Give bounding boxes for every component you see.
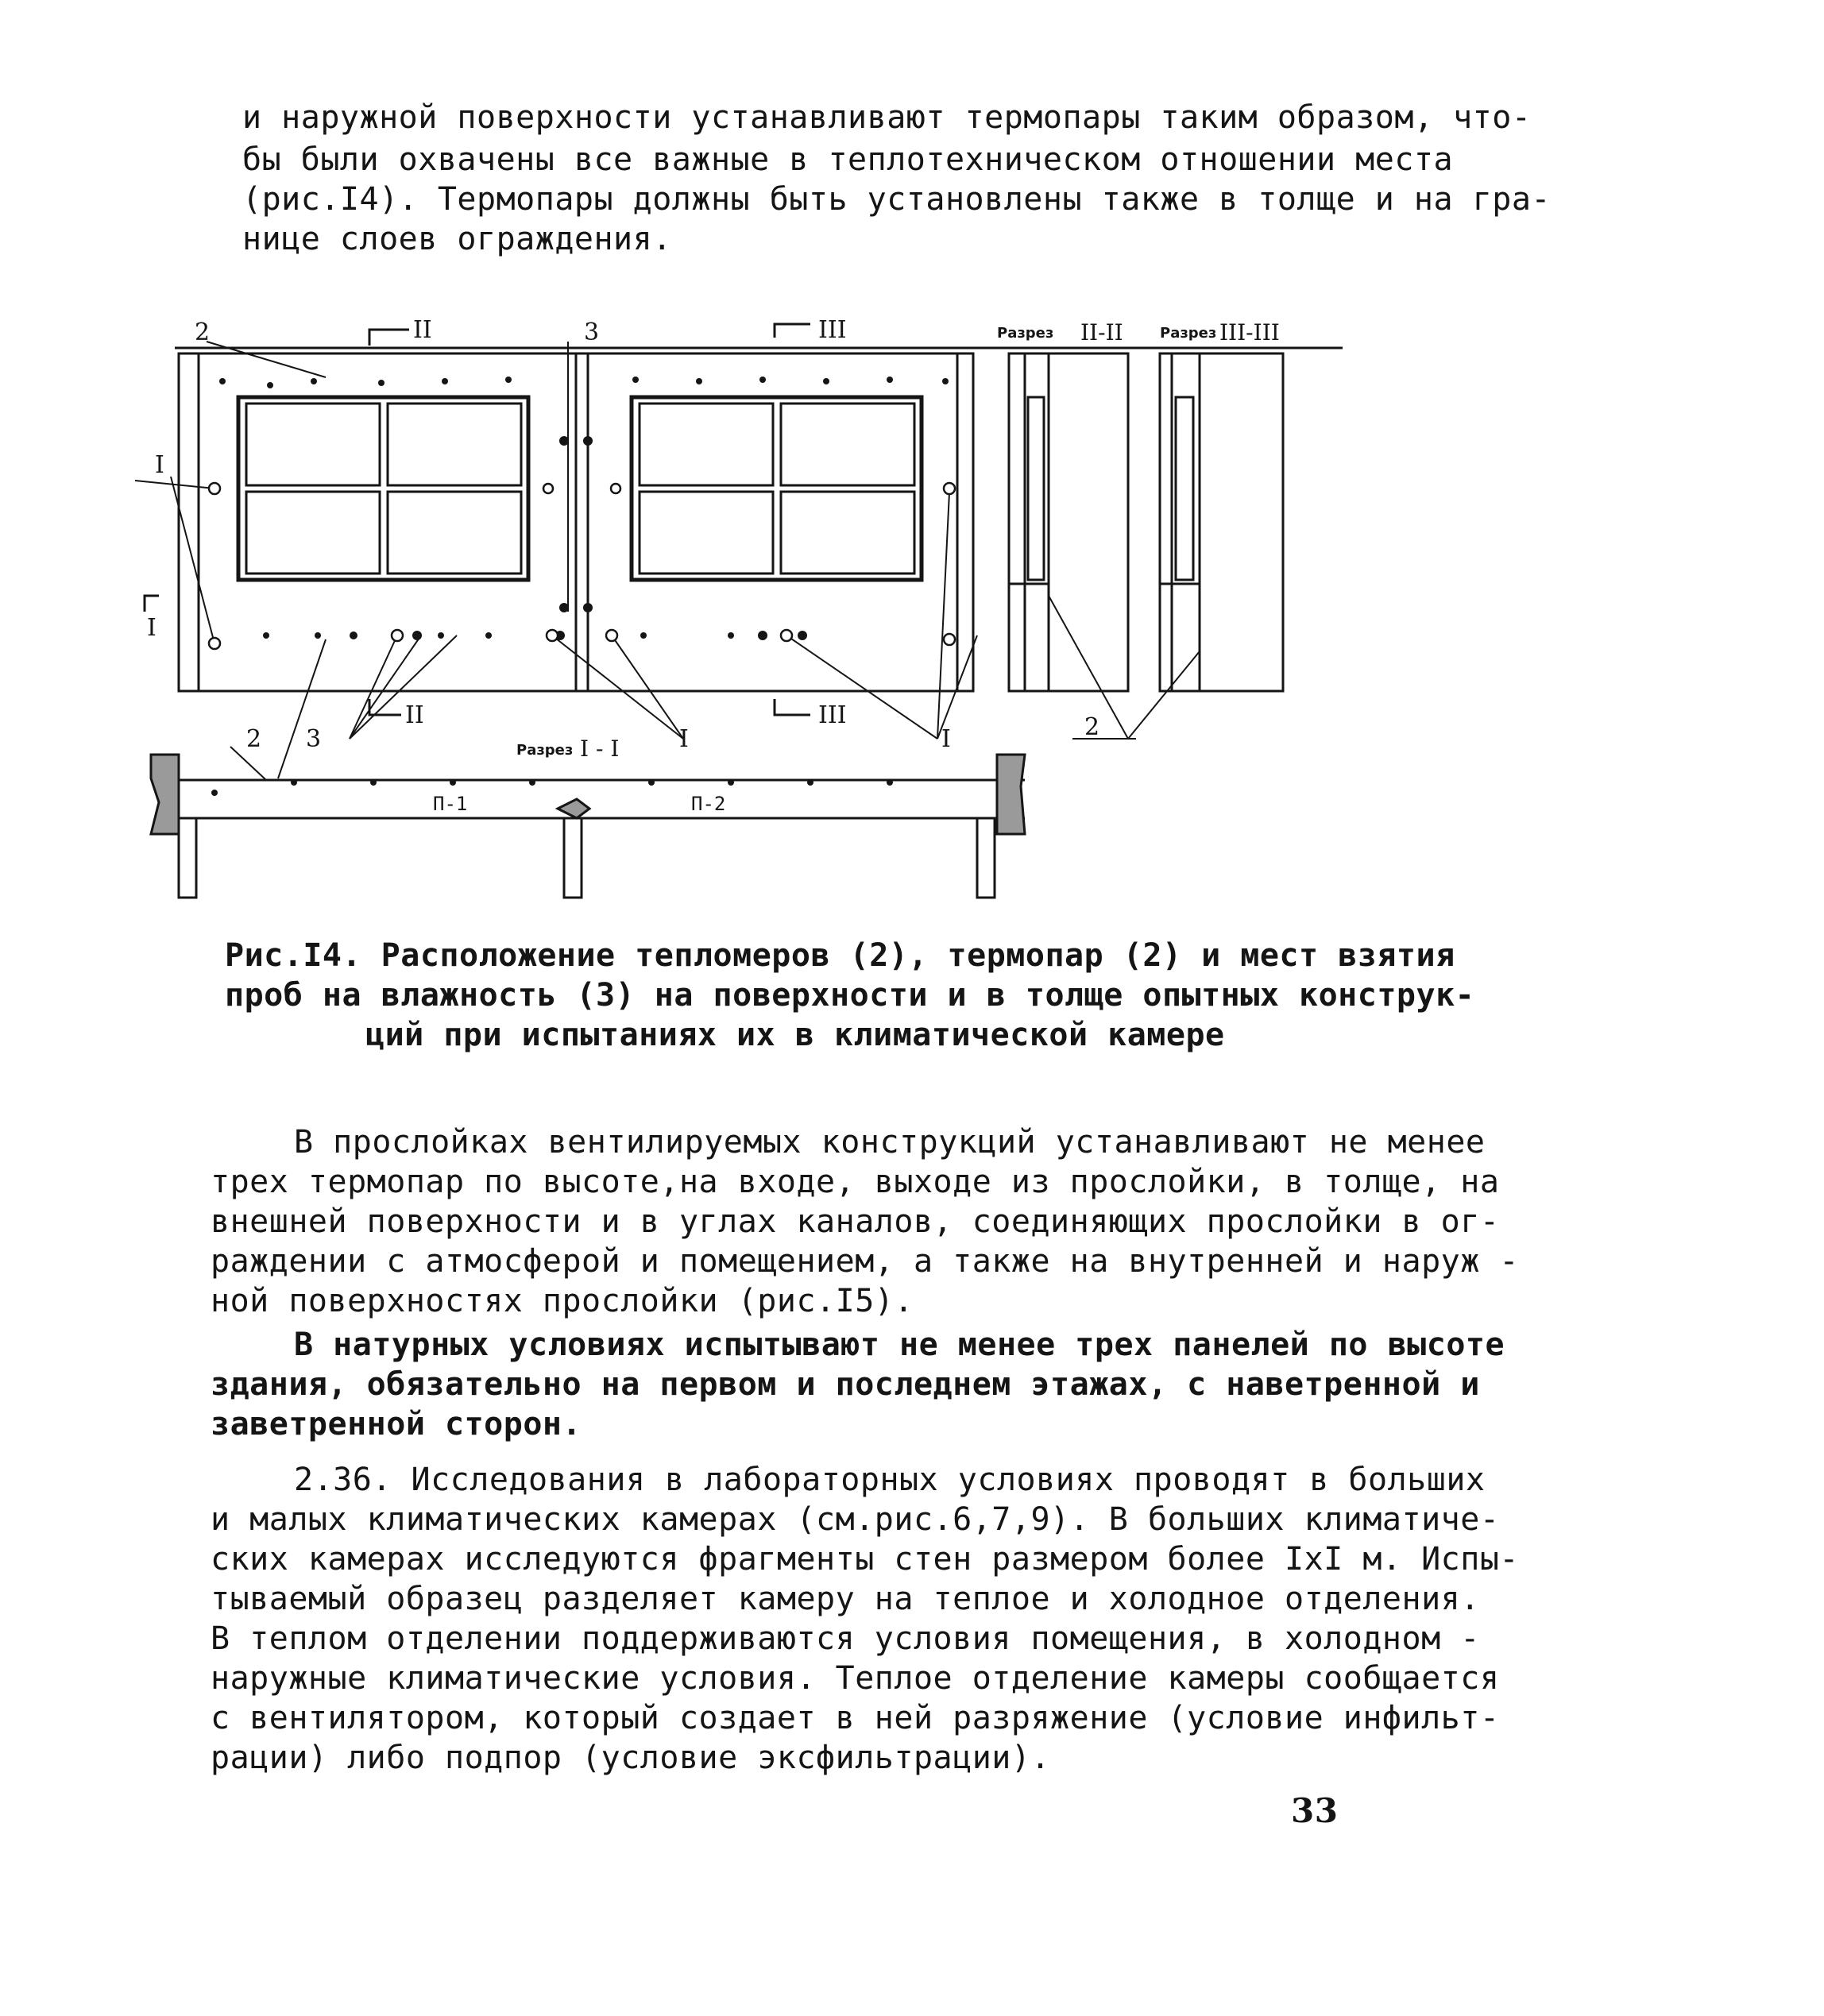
top-paragraph-line: и наружной поверхности устанавливают термопары таким образом, что- (242, 99, 1532, 136)
callout-i-left: I (155, 451, 164, 479)
page-number: 33 (1291, 1791, 1339, 1830)
callout-i-right: I (941, 725, 951, 753)
top-paragraph-line: нице слоев ограждения. (242, 221, 672, 257)
paragraph-field-line: здания, обязательно на первом и последнем этажах, с наветренной и (211, 1366, 1480, 1403)
section-title-iii: III-III (1219, 319, 1280, 346)
section-mark-iii-top: III (818, 316, 847, 344)
callout-2-left: 2 (246, 725, 262, 753)
paragraph-lab-line: и малых климатических камерах (см.рис.6,7,9). В больших климатиче- (211, 1501, 1500, 1538)
callout-i-mid: I (679, 725, 689, 753)
top-paragraph-line: бы были охвачены все важные в теплотехническом отношении места (242, 141, 1454, 178)
top-paragraph-line: (рис.I4). Термопары должны быть установлены также в толще и на гра- (242, 181, 1551, 218)
paragraph-lab-line: 2.36. Исследования в лабораторных условиях проводят в больших (294, 1462, 1486, 1498)
figure-caption-line: проб на влажность (3) на поверхности и в толще опытных конструк- (225, 977, 1475, 1014)
section-title-label: Разрез (1160, 325, 1217, 342)
callout-3-bottom: 3 (306, 725, 322, 753)
paragraph-ventilated-line: В прослойках вентилируемых конструкций устанавливают не менее (294, 1124, 1486, 1161)
callout-2-top: 2 (195, 319, 211, 346)
paragraph-lab-line: В теплом отделении поддерживаются условия помещения, в холодном - (211, 1620, 1480, 1657)
callout-3-top: 3 (584, 319, 600, 346)
panel-label-p1: П-1 (433, 793, 468, 815)
figure-caption-line: ций при испытаниях их в климатической камере (365, 1017, 1225, 1053)
section-title-ii: II-II (1080, 319, 1123, 346)
paragraph-lab-line: наружные климатические условия. Теплое отделение камеры сообщается (211, 1660, 1500, 1697)
section-mark-ii-top: II (413, 316, 432, 344)
section-mark-iii-bottom: III (818, 701, 847, 729)
paragraph-ventilated-line: трех термопар по высоте,на входе, выходе из прослойки, в толще, на (211, 1164, 1500, 1200)
section-title-label: Разрез (516, 742, 574, 759)
paragraph-lab-line: тываемый образец разделяет камеру на теплое и холодное отделения. (211, 1581, 1480, 1617)
section-mark-i-left: I (147, 614, 157, 642)
section-mark-ii-bottom: II (405, 701, 424, 729)
paragraph-ventilated-line: внешней поверхности и в углах каналов, соединяющих прослойки в ог- (211, 1203, 1500, 1240)
paragraph-lab-line: рации) либо подпор (условие эксфильтрации). (211, 1740, 1051, 1776)
section-title-label: Разрез (997, 325, 1054, 342)
paragraph-lab-line: с вентилятором, который создает в ней разряжение (условие инфильт- (211, 1700, 1500, 1736)
paragraph-lab-line: ских камерах исследуются фрагменты стен размером более IxI м. Испы- (211, 1541, 1519, 1578)
paragraph-field-line: заветренной сторон. (211, 1406, 582, 1442)
figure-caption-line: Рис.I4. Расположение тепломеров (2), термопар (2) и мест взятия (225, 937, 1455, 974)
section-title-i: I - I (580, 736, 620, 762)
figure-wall-panels (135, 310, 1358, 913)
paragraph-ventilated-line: раждении с атмосферой и помещением, а также на внутренней и наруж - (211, 1243, 1519, 1280)
paragraph-field-line: В натурных условиях испытывают не менее трех панелей по высоте (294, 1327, 1505, 1363)
paragraph-ventilated-line: ной поверхностях прослойки (рис.I5). (211, 1283, 914, 1319)
callout-2-right: 2 (1084, 713, 1100, 741)
panel-label-p2: П-2 (691, 793, 726, 815)
